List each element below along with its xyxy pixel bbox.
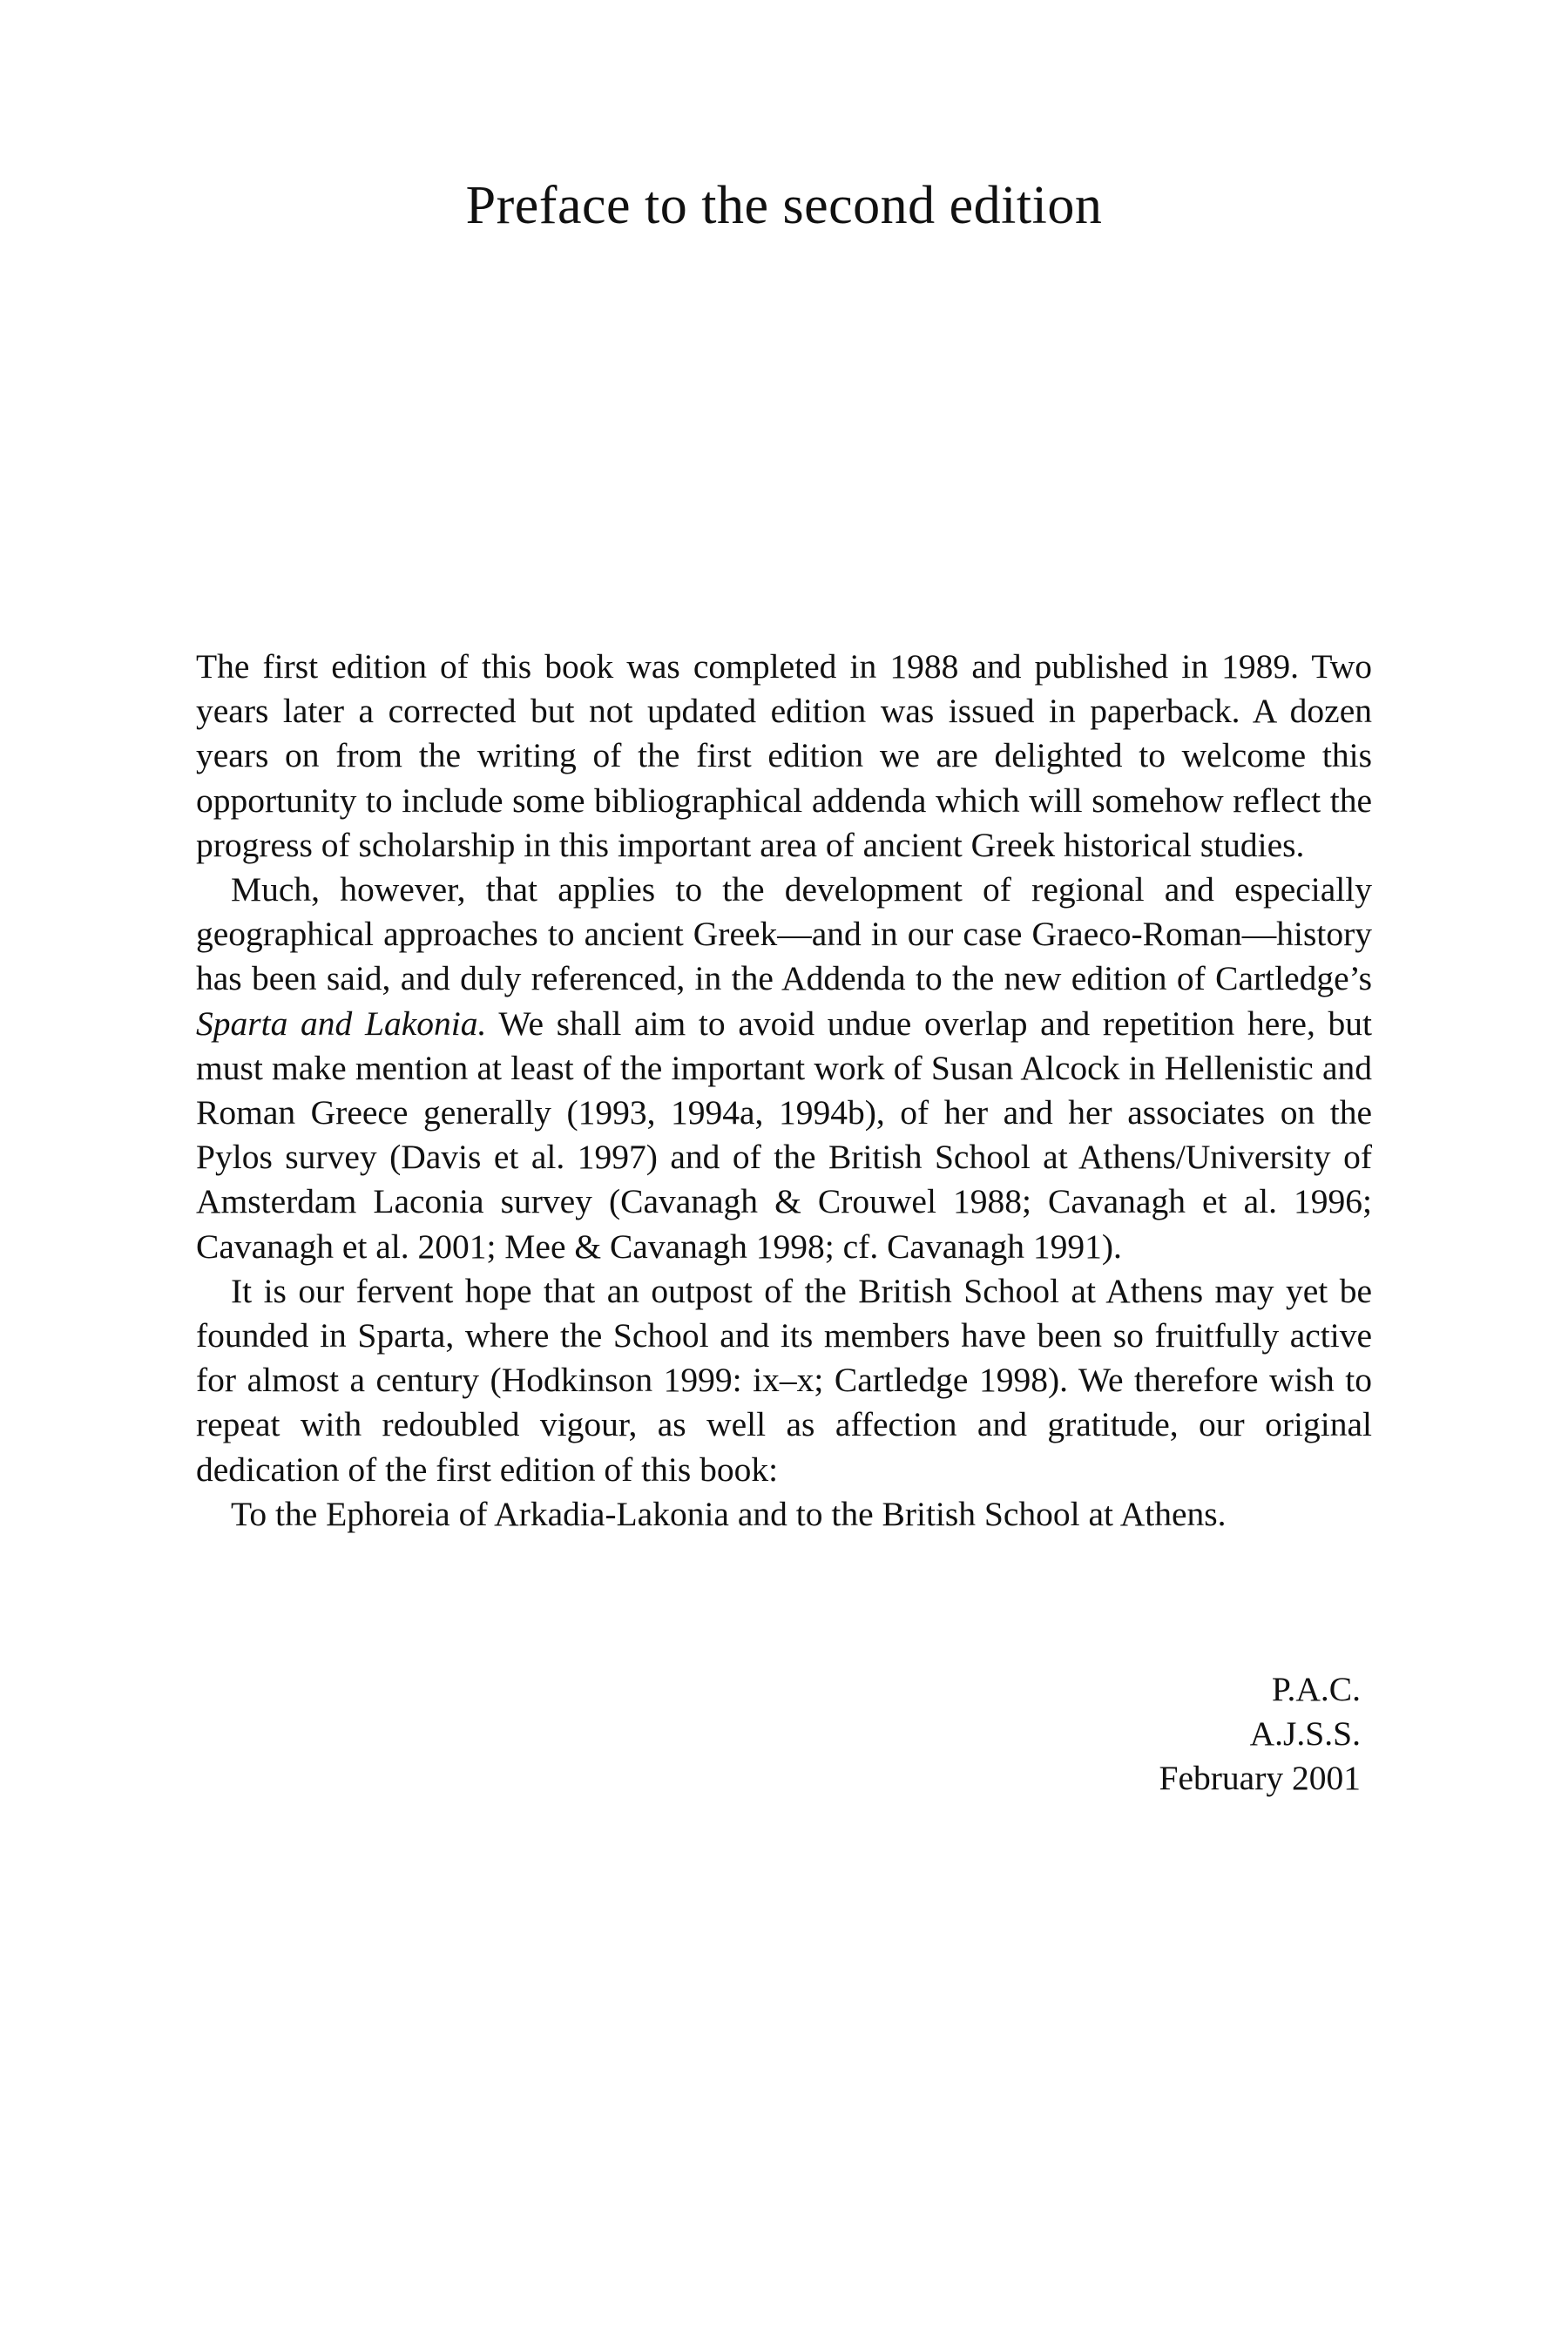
signoff-initials-pac: P.A.C. [1271, 1670, 1361, 1708]
paragraph-2 [196, 868, 1372, 1269]
paragraph-2-text-after: We shall aim to avoid undue overlap and repetition here, but must make mention at least of the important work of Susan Alcock in Hellenistic and Roman Greece generally (1993, 1994a, 1994b), of her and her associates on the Pylos survey (Davis et al. 1997) and of the British School at Athens/University of Amsterdam Laconia survey (Cavanagh & Crouwel 1988; Cavanagh et al. 1996; Cavanagh et al. 2001; Mee & Cavanagh 1998; cf. Cavanagh 1991). [196, 1004, 1372, 1266]
paragraph-3: It is our fervent hope that an outpost of the British School at Athens may yet be founded in Sparta, where the School and its members have been so fruitfully active for almost a century (Hodkinson 1999: ix–x; Cartledge 1998). We therefore wish to repeat with redoubled vigour, as well as affection and gratitude, our original dedication of the first edition of this book: [196, 1271, 1372, 1489]
paragraph-1: The first edition of this book was completed in 1988 and published in 1989. Two years later a corrected but not updated edition was issued in paperback. A dozen years on from the writing of the first edition we are delighted to welcome this opportunity to include some bibliographical addenda which will somehow reflect the progress of scholarship in this important area of ancient Greek historical studies. [196, 647, 1372, 864]
dedication-line: To the Ephoreia of Arkadia-Lakonia and to the British School at Athens. [231, 1494, 1227, 1533]
book-title-italic: Sparta and Lakonia. [196, 1004, 487, 1043]
signoff-initials-ajss: A.J.S.S. [1249, 1714, 1361, 1754]
paragraph-2-text-before: Much, however, that applies to the development of regional and especially geographical approaches to ancient Greek—and in our case Graeco-Roman—history has been said, and duly referenced, in the Addenda to the new edition of Cartledge’s [196, 870, 1372, 998]
signoff-block [1159, 1667, 1361, 1801]
page-title: Preface to the second edition [465, 176, 1103, 235]
preface-body [196, 645, 1372, 1537]
signoff-date: February 2001 [1159, 1759, 1361, 1798]
